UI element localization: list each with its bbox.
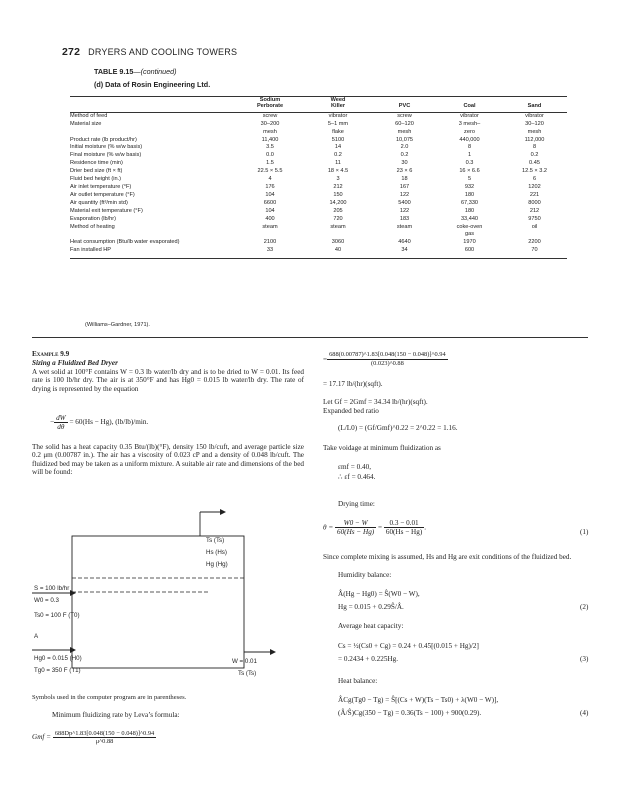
- label-feed-rate: S = 100 lb/hr: [34, 585, 70, 592]
- table-cell: vibrator: [525, 112, 544, 119]
- header-cell: [236, 97, 304, 113]
- table-row: [70, 247, 567, 257]
- drying-time-label: Drying time:: [338, 500, 375, 508]
- header-cell: [502, 97, 567, 113]
- row-label: [70, 129, 236, 137]
- table-cell: 112,000: [524, 136, 545, 143]
- table-cell: zero: [464, 128, 475, 135]
- table-title-label: TABLE 9.15: [94, 67, 134, 76]
- equation-number-1: (1): [580, 528, 589, 536]
- gf-definition: Let Gf = 2Gmf = 34.34 lb/(hr)(sqft).: [323, 398, 428, 406]
- table-cell: 2100: [263, 239, 277, 246]
- table-cell: 0.45: [529, 160, 540, 167]
- equation-number-2: (2): [580, 603, 589, 611]
- rate-rhs: = 60(Hs − Hg), (lb/lb)/min.: [69, 418, 149, 427]
- table-cell: 104: [265, 207, 275, 214]
- gmf-denominator: μ^0.88: [95, 738, 114, 745]
- rate-numerator: dW: [56, 414, 66, 422]
- table-row: [70, 113, 567, 121]
- label-w-out: W = 0.01: [232, 658, 257, 665]
- row-label: Material size: [70, 120, 102, 127]
- header-line: Killer: [331, 103, 345, 110]
- header-line: Sand: [527, 103, 542, 110]
- table-cell: oil: [531, 223, 538, 230]
- table-cell: [304, 231, 372, 239]
- drying-time-equation: θ = $\frac{W0 - W}{60(Hs - Hg)}$ = $\frac{0.3 - 0.01}{60(Hs - Hg)}$ .: [323, 519, 427, 537]
- table-cell: 3060: [331, 239, 345, 246]
- table-cell: 23 × 6: [396, 168, 413, 175]
- header-cell: [437, 97, 502, 113]
- row-label: Air outlet temperature (°F): [70, 191, 135, 198]
- table-cell: 34: [401, 247, 408, 254]
- table-cell: 1: [467, 152, 472, 159]
- table-cell: [502, 231, 567, 239]
- table-bottom-rule: [70, 258, 567, 259]
- row-label: [70, 231, 236, 239]
- row-label: Residence time (min): [70, 160, 123, 167]
- label-ts-out: Ts (Ts): [238, 670, 257, 677]
- row-label: Product rate (lb product/hr): [70, 136, 137, 143]
- header-line: Perborate: [256, 103, 284, 110]
- table-cell: screw: [397, 112, 412, 119]
- rate-fraction: [54, 414, 68, 431]
- table-row: [70, 184, 567, 192]
- gmf-numerator: 688Dp^1.83[0.048(150 − 0.048)]^0.94: [54, 730, 155, 737]
- table-cell: 205: [333, 207, 343, 214]
- row-label: Fan installed HP: [70, 247, 112, 254]
- gmf-result: = 17.17 lb/(hr)(sqft).: [323, 380, 383, 388]
- table-cell: [372, 231, 437, 239]
- table-cell: 18 × 4.5: [327, 168, 349, 175]
- table-header-row: [70, 97, 567, 113]
- table-cell: 70: [531, 247, 538, 254]
- table-cell: 6600: [263, 199, 277, 206]
- heat-balance-label: Heat balance:: [338, 677, 378, 685]
- table-cell: 8000: [528, 199, 541, 206]
- gmf-sub-numerator: 688(0.00787)^1.83[0.048(150 − 0.048)]^0.94: [327, 351, 448, 360]
- label-hg: Hg (Hg): [206, 561, 228, 568]
- section-divider: [32, 337, 588, 338]
- row-label: Evaporation (lb/hr): [70, 215, 117, 222]
- rate-denominator: dθ: [57, 423, 65, 431]
- table-cell: vibrator: [460, 112, 479, 119]
- table-row: [70, 231, 567, 239]
- gmf-sub-denominator: (0.023)^0.88: [370, 360, 404, 368]
- heat-capacity-eq-1: Cs = ½(Cs0 + Cg) = 0.24 + 0.45[(0.015 + Hg)/2]: [338, 642, 479, 650]
- row-label: Air inlet temperature (°F): [70, 183, 132, 190]
- table-row: [70, 160, 567, 168]
- theta-den-1: 60(Hs − Hg): [336, 528, 375, 537]
- table-row: [70, 192, 567, 200]
- row-label: Method of heating: [70, 223, 115, 230]
- table-cell: vibrator: [328, 112, 348, 119]
- table-row: [70, 216, 567, 224]
- page-number: 272: [62, 46, 81, 58]
- table-cell: screw: [262, 112, 278, 119]
- row-label: Method of feed: [70, 112, 108, 119]
- table-cell: 3.5: [266, 144, 274, 151]
- table-cell: [236, 231, 304, 239]
- table-cell: steam: [330, 223, 346, 230]
- table-row: [70, 176, 567, 184]
- example-heading: Example 9.9: [32, 350, 70, 358]
- table-cell: 0.2: [400, 152, 409, 159]
- running-head: [62, 46, 237, 58]
- example-subheading: Sizing a Fluidized Bed Dryer: [32, 359, 118, 367]
- voidage-text: Take voidage at minimum fluidization as: [323, 444, 441, 452]
- humidity-balance-eq-2: Hg = 0.015 + 0.29Ŝ/Â.: [338, 603, 404, 611]
- gmf-substituted: = $\frac{688(0.00787)\^{}1.83[0.048(150 - 0.048)]\^{}0.94}{(0.023)\^{}0.88}$: [323, 351, 446, 368]
- table-title-continued: —(continued): [133, 67, 177, 76]
- table-cell: 5–1 mm: [327, 120, 349, 127]
- table-cell: 11: [335, 160, 341, 167]
- table-cell: 167: [399, 183, 410, 190]
- table-cell: flake: [332, 128, 344, 135]
- table-subtitle: (d) Data of Rosin Engineering Ltd.: [94, 80, 211, 89]
- bed-ratio-equation: (L/L0) = (Gf/Gmf)^0.22 = 2^0.22 = 1.16.: [338, 424, 458, 432]
- label-ts: Ts (Ts): [206, 537, 225, 544]
- header-cell: [304, 97, 372, 113]
- heat-balance-eq-2: (Â/Ŝ)Cg(350 − Tg) = 0.36(Ts − 100) + 900(0.29).: [338, 709, 482, 717]
- table-cell: 212: [529, 207, 540, 214]
- theta-num-1: W0 − W: [335, 519, 376, 528]
- table-cell: 0.3: [465, 160, 474, 167]
- label-tg0: Tg0 = 350 F (T1): [34, 667, 81, 674]
- header-line: Weed: [330, 97, 346, 103]
- table-row: [70, 239, 567, 247]
- table-cell: 2.0: [400, 144, 409, 151]
- theta-fraction-1: [335, 519, 376, 537]
- bed-ratio-label: Expanded bed ratio: [323, 407, 379, 415]
- label-hs: Hs (Hs): [206, 549, 227, 556]
- feed-inlet-arrow: [70, 590, 76, 596]
- table-cell: 0.0: [266, 152, 274, 159]
- table-cell: 2200: [528, 239, 541, 246]
- table-cell: 33,440: [460, 215, 479, 222]
- table-cell: 30: [401, 160, 408, 167]
- table-cell: 176: [265, 183, 275, 190]
- table-cell: 5: [467, 176, 472, 183]
- equation-number-3: (3): [580, 655, 589, 663]
- table-cell: 18: [401, 176, 408, 183]
- table-cell: 183: [399, 215, 410, 222]
- table-cell: 9750: [528, 215, 541, 222]
- table-row: [70, 137, 567, 145]
- example-paragraph-1: A wet solid at 100°F contains W = 0.3 lb water/lb dry and is to be dried to W = 0.01. Its feed rate is 100 lb/hr dry. The air is at 350°F and has Hg0 = 0.015 lb water/lb dry. The rate of drying is represented by the equation: [32, 368, 304, 393]
- equation-number-4: (4): [580, 709, 589, 717]
- table-cell: 12.5 × 3.2: [521, 168, 548, 175]
- table-cell: 122: [399, 207, 410, 214]
- row-label: Heat consumption (Btu/lb water evaporated): [70, 239, 180, 246]
- humidity-balance-eq-1: Â(Hg − Hg0) = Ŝ(W0 − W),: [338, 590, 420, 598]
- table-cell: mesh: [397, 128, 412, 135]
- table-cell: mesh: [263, 128, 277, 135]
- table-cell: 10,075: [395, 136, 414, 143]
- table-cell: 0.2: [334, 152, 342, 159]
- label-hg0: Hg0 = 0.015 (H0): [34, 655, 82, 662]
- table-source: (Williams–Gardner, 1971).: [85, 322, 150, 328]
- table-cell: gas: [464, 231, 475, 238]
- table-cell: 600: [464, 247, 475, 254]
- table-cell: 16 × 6.6: [459, 168, 480, 175]
- table-cell: 30–200: [260, 120, 280, 127]
- theta-den-2: 60(Hs − Hg): [385, 528, 423, 537]
- table-cell: 212: [333, 183, 343, 190]
- data-table: [70, 96, 567, 257]
- table-cell: 180: [464, 207, 475, 214]
- table-cell: 60–120: [395, 120, 414, 127]
- table-row: [70, 121, 567, 129]
- label-ts0: Ts0 = 100 F (T0): [34, 612, 80, 619]
- table-cell: 221: [529, 191, 540, 198]
- table-row: [70, 200, 567, 208]
- table-cell: 30–120: [525, 120, 544, 127]
- heat-balance-eq-1: ÂCg(Tg0 − Tg) = Ŝ[(Cs + W)(Ts − Ts0) + λ(W0 − W)],: [338, 696, 499, 704]
- table-row: [70, 152, 567, 160]
- header-line: PVC: [398, 103, 411, 110]
- air-inlet-arrow: [70, 647, 76, 653]
- table-cell: 11,400: [261, 136, 279, 143]
- table-row: [70, 129, 567, 137]
- rate-equation: − $\frac{dW}{d\theta}$ = 60(Hs − Hg), (lb/lb)/min.: [50, 414, 149, 431]
- theta-num-2: 0.3 − 0.01: [384, 519, 424, 528]
- table-row: [70, 208, 567, 216]
- table-cell: coke-oven: [456, 223, 483, 230]
- table-cell: 14,200: [329, 199, 347, 206]
- heat-capacity-eq-2: = 0.2434 + 0.225Hg.: [338, 655, 399, 663]
- gmf-sub-fraction: [327, 351, 448, 369]
- gmf-lhs: Gmf =: [32, 733, 52, 742]
- table-cell: steam: [396, 223, 413, 230]
- example-paragraph-2: The solid has a heat capacity 0.35 Btu/(lb)(°F), density 150 lb/cuft, and average particle size 0.2 μm (0.00787 in.). The air has a viscosity of 0.023 cP and a density of 0.048 lb/cuft. The fluidized bed may be taken as a uniform mixture. A suitable air rate and dimensions of the bed will be found:: [32, 443, 304, 476]
- table-cell: 150: [333, 191, 343, 198]
- row-label: Air quantity (ft³/min std): [70, 199, 128, 206]
- table-row: [70, 144, 567, 152]
- table-cell: 3: [336, 176, 340, 183]
- leva-intro: Minimum fluidizing rate by Leva’s formula:: [52, 711, 180, 719]
- table-cell: 3 mesh–: [458, 120, 481, 127]
- table-cell: mesh: [527, 128, 542, 135]
- table-body: [70, 112, 567, 257]
- label-w0: W0 = 0.3: [34, 597, 59, 604]
- table-cell: 67,330: [460, 199, 479, 206]
- row-label: Final moisture (% w/w basis): [70, 152, 142, 159]
- table-cell: 14: [334, 144, 342, 151]
- table-title: [94, 67, 177, 76]
- table-cell: 122: [399, 191, 410, 198]
- table-cell: 22.5 × 5.5: [257, 168, 283, 175]
- voidage-mf: εmf = 0.40,: [338, 463, 372, 471]
- theta-fraction-2: [384, 519, 424, 537]
- table-cell: 180: [464, 191, 475, 198]
- table-cell: 440,000: [459, 136, 480, 143]
- table-cell: 8: [532, 144, 537, 151]
- average-heat-capacity-label: Average heat capacity:: [338, 622, 404, 630]
- gas-outlet-arrow: [220, 509, 226, 515]
- table-row: [70, 168, 567, 176]
- table-cell: 932: [464, 183, 475, 190]
- header-cell-empty: [70, 97, 236, 113]
- fluidized-bed-diagram: [30, 500, 295, 690]
- header-line: Sodium: [259, 97, 281, 103]
- theta-lhs: θ =: [323, 523, 334, 532]
- row-label: Initial moisture (% w/w basis): [70, 144, 143, 151]
- header-cell: [372, 97, 437, 113]
- table-cell: 33: [266, 247, 274, 254]
- symbols-note: Symbols used in the computer program are in parentheses.: [32, 694, 187, 701]
- table-cell: 720: [333, 215, 343, 222]
- table-cell: 0.2: [530, 152, 539, 159]
- table-cell: 4640: [398, 239, 411, 246]
- voidage-f: ∴ εf = 0.464.: [338, 473, 376, 481]
- mixing-text: Since complete mixing is assumed, Hs and Hg are exit conditions of the fluidized bed.: [323, 553, 572, 561]
- table-cell: 1970: [463, 239, 476, 246]
- table-cell: 104: [265, 191, 275, 198]
- table-cell: 400: [265, 215, 275, 222]
- table-row: [70, 224, 567, 232]
- table-cell: 5100: [331, 136, 345, 143]
- row-label: Fluid bed height (in.): [70, 176, 121, 183]
- table-cell: 6: [532, 176, 537, 183]
- table-cell: steam: [262, 223, 278, 230]
- table-cell: 1.5: [266, 160, 274, 167]
- product-outlet-arrow: [270, 649, 276, 655]
- running-title: DRYERS AND COOLING TOWERS: [88, 47, 238, 57]
- label-a: A: [34, 633, 39, 640]
- table-cell: 8: [467, 144, 472, 151]
- header-line: Coal: [463, 103, 476, 110]
- table-cell: 5400: [398, 199, 411, 206]
- gmf-fraction: [53, 730, 156, 745]
- table-cell: 40: [334, 247, 342, 254]
- row-label: Material exit temperature (°F): [70, 207, 143, 214]
- gmf-formula: [32, 730, 156, 745]
- humidity-balance-label: Humidity balance:: [338, 571, 392, 579]
- table-cell: 1202: [528, 183, 541, 190]
- table-cell: 4: [268, 176, 272, 183]
- row-label: Drier bed size (ft × ft): [70, 168, 123, 175]
